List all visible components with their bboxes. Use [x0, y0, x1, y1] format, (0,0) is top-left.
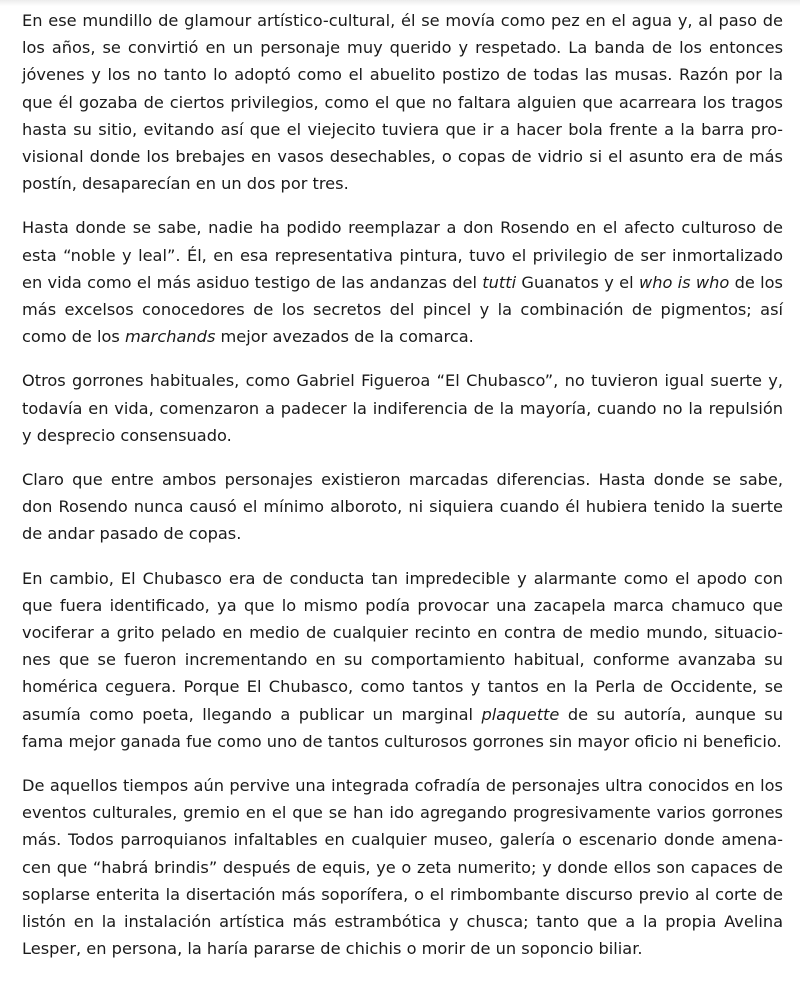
paragraph-text: de su autoría, aunque su fama mejor ganada fue como uno de tantos culturosos gorrones sin mayor oficio ni beneficio.: [22, 704, 783, 751]
italic-term-who-is-who: who is who: [638, 272, 730, 292]
paragraph-6: [22, 772, 783, 962]
paragraph-text: mejor avezados de la comarca.: [215, 327, 474, 347]
article-body: [22, 7, 783, 980]
paragraph-3: [22, 367, 783, 449]
paragraph-text: de los más excelsos conocedores de los secretos del pincel y la combinación de pigmentos; así como de los: [22, 272, 783, 347]
paragraph-2: [22, 214, 783, 350]
italic-term-tutti: tutti: [482, 272, 517, 292]
paragraph-text: En cambio, El Chubasco era de conducta tan impredecible y alarmante como el apodo con que fuera identificado, ya que lo mismo podía provocar una zacapela marca chamuco que vociferar a grito pelado en medio de cualquier recinto en contra de medio mundo, situaciones que se fueron incrementando en su comportamiento habitual, conforme avanzaba su homérica ceguera. Porque El Chubasco, como tantos y tantos en la Perla de Occidente, se asumía como poeta, llegando a publicar un marginal: [22, 568, 783, 724]
italic-term-marchands: marchands: [124, 327, 216, 347]
paragraph-4: [22, 466, 783, 548]
paragraph-text: De aquellos tiempos aún pervive una integrada cofradía de personajes ultra conocidos en los eventos culturales, gremio en el que se han ido agregando progresivamente varios gorrones más. Todos parroquianos infaltables en cualquier museo, galería o escenario donde amenacen que “habrá brindis” después de equis, ye o zeta numerito; y donde ellos son capaces de soplarse enterita la disertación más soporífera, o el rimbombante discurso previo al corte de listón en la instalación artística más estrambótica y chusca; tanto que a la propia Avelina Lesper, en persona, la haría pararse de chichis o morir de un soponcio biliar.: [22, 776, 783, 959]
paragraph-text: En ese mundillo de glamour artístico-cultural, él se movía como pez en el agua y, al paso de los años, se convirtió en un personaje muy querido y respetado. La banda de los entonces jóvenes y los no tanto lo adoptó como el abuelito postizo de todas las musas. Razón por la que él gozaba de ciertos privilegios, como el que no faltara alguien que acarreara los tragos hasta su sitio, evitando así que el viejecito tuviera que ir a hacer bola frente a la barra provisional donde los brebajes en vasos desechables, o copas de vidrio si el asunto era de más postín, desaparecían en un dos por tres.: [22, 11, 783, 194]
paragraph-5: [22, 565, 783, 755]
paragraph-text: Guanatos y el: [516, 272, 639, 292]
italic-term-plaquette: plaquette: [481, 704, 560, 724]
paragraph-text: Hasta donde se sabe, nadie ha podido reemplazar a don Rosendo en el afecto culturoso de esta “noble y leal”. Él, en esa representativa pintura, tuvo el privilegio de ser inmortalizado en vida como el más asiduo testigo de las andanzas del: [22, 218, 783, 292]
paragraph-1: [22, 7, 783, 197]
paragraph-text: Otros gorrones habituales, como Gabriel Figueroa “El Chubasco”, no tuvieron igual suerte y, todavía en vida, comenzaron a padecer la indiferencia de la mayoría, cuando no la repulsión y desprecio consensuado.: [22, 371, 783, 445]
paragraph-text: Claro que entre ambos personajes existieron marcadas diferencias. Hasta donde se sabe, don Rosendo nunca causó el mínimo alboroto, ni siquiera cuando él hubiera tenido la suerte de andar pasado de copas.: [22, 470, 783, 544]
top-edge-shadow: [0, 0, 800, 6]
